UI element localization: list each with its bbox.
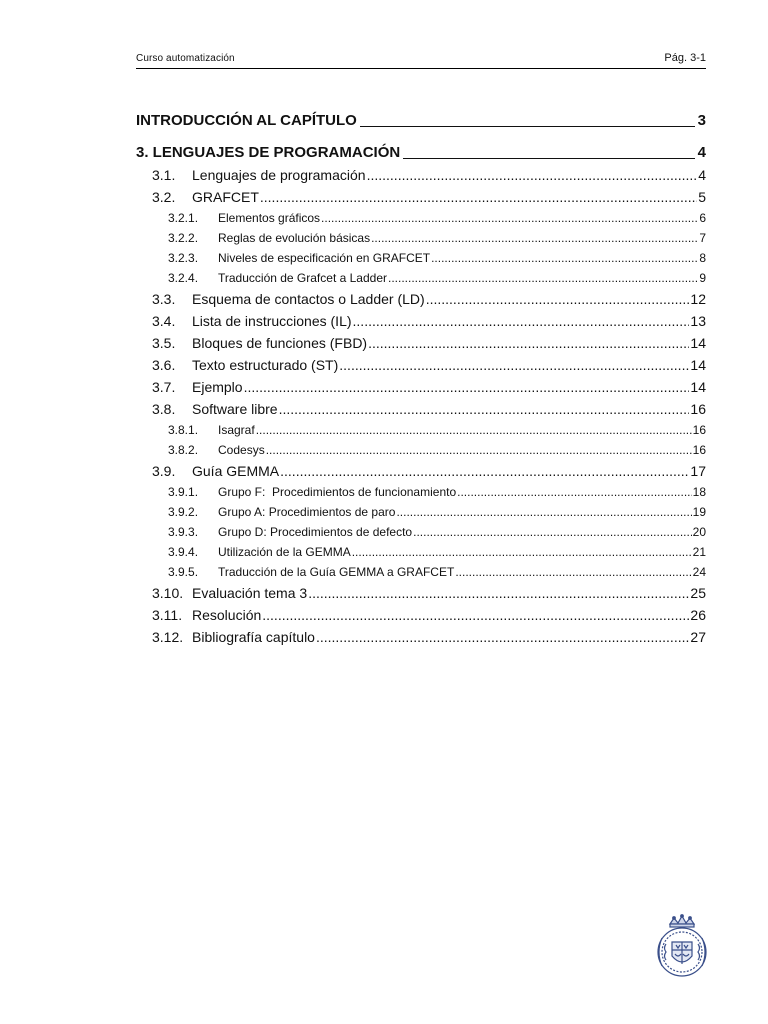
toc-entry[interactable] bbox=[136, 565, 706, 579]
toc-entry-page: 6 bbox=[699, 211, 706, 225]
header-page-number: Pág. 3-1 bbox=[664, 52, 706, 64]
toc-entry[interactable] bbox=[136, 443, 706, 457]
toc-entry-leader bbox=[403, 146, 694, 159]
toc-entry-page: 19 bbox=[692, 505, 706, 519]
toc-entry-lenguajes[interactable] bbox=[136, 144, 706, 161]
toc-entry-leader bbox=[339, 357, 689, 373]
toc-entry[interactable] bbox=[136, 271, 706, 285]
toc-entry-title: Resolución bbox=[192, 607, 262, 623]
toc-entry-number: 3.9.5. bbox=[168, 565, 199, 579]
toc-entry[interactable] bbox=[136, 291, 706, 307]
toc-entry-number: 3.6. bbox=[152, 357, 176, 373]
toc-entry-leader bbox=[413, 525, 692, 539]
toc-entry-page: 4 bbox=[697, 144, 706, 161]
toc-entry-leader bbox=[368, 335, 689, 351]
toc-entry[interactable] bbox=[136, 313, 706, 329]
toc-entry-number: 3.9.2. bbox=[168, 505, 199, 519]
toc-entry-leader bbox=[321, 211, 698, 225]
toc-entry[interactable] bbox=[136, 357, 706, 373]
toc-entry-leader bbox=[367, 167, 698, 183]
toc-entry-title: Isagraf bbox=[218, 423, 255, 437]
toc-entry-introduccion[interactable] bbox=[136, 112, 706, 129]
toc-entry-number: 3.2.1. bbox=[168, 211, 199, 225]
toc-entry-page: 17 bbox=[690, 463, 706, 479]
toc-entry-page: 5 bbox=[698, 189, 706, 205]
toc-entry[interactable] bbox=[136, 379, 706, 395]
toc-entry-title: Grupo D: Procedimientos de defecto bbox=[218, 525, 413, 539]
toc-entry-leader bbox=[388, 271, 698, 285]
toc-entry-number: 3.9.3. bbox=[168, 525, 199, 539]
toc-entry[interactable] bbox=[136, 167, 706, 183]
toc-entry-leader bbox=[308, 585, 689, 601]
toc-entry-leader bbox=[396, 505, 691, 519]
toc-entry[interactable] bbox=[136, 485, 706, 499]
toc-entry-number: 3.2.2. bbox=[168, 231, 199, 245]
toc-entry-page: 18 bbox=[692, 485, 706, 499]
toc-entry-title: Bloques de funciones (FBD) bbox=[192, 335, 368, 351]
toc-entry-leader bbox=[353, 313, 690, 329]
toc-entry-page: 14 bbox=[690, 335, 706, 351]
toc-entry-number: 3.1. bbox=[152, 167, 176, 183]
toc-entry-title: Reglas de evolución básicas bbox=[218, 231, 371, 245]
toc-entry-page: 14 bbox=[690, 379, 706, 395]
toc-entry-number: 3.5. bbox=[152, 335, 176, 351]
toc-entry-title: Grupo F: Procedimientos de funcionamiento bbox=[218, 485, 457, 499]
toc-entry-page: 12 bbox=[690, 291, 706, 307]
toc-entry[interactable] bbox=[136, 463, 706, 479]
toc-entry-leader bbox=[371, 231, 698, 245]
toc-entry-number: 3.11. bbox=[152, 607, 183, 623]
toc-entry-page: 9 bbox=[699, 271, 706, 285]
toc-entry-page: 7 bbox=[699, 231, 706, 245]
toc-entry[interactable] bbox=[136, 505, 706, 519]
toc-entry[interactable] bbox=[136, 585, 706, 601]
toc-entry-title: Utilización de la GEMMA bbox=[218, 545, 351, 559]
toc-entry-page: 14 bbox=[690, 357, 706, 373]
toc-entry-title: Grupo A: Procedimientos de paro bbox=[218, 505, 396, 519]
toc-entry-page: 26 bbox=[690, 607, 706, 623]
toc-entry-title: Lenguajes de programación bbox=[192, 167, 366, 183]
toc-entry-page: 16 bbox=[690, 401, 706, 417]
toc-entry-number: 3.4. bbox=[152, 313, 176, 329]
toc-entry-leader bbox=[360, 114, 695, 127]
toc-entry-number: 3.2.4. bbox=[168, 271, 199, 285]
toc-entry-title: Traducción de Grafcet a Ladder bbox=[218, 271, 387, 285]
toc-entry[interactable] bbox=[136, 189, 706, 205]
toc-entry-title: INTRODUCCIÓN AL CAPÍTULO bbox=[136, 112, 357, 129]
toc-entry-page: 25 bbox=[690, 585, 706, 601]
toc-entry-number: 3.2.3. bbox=[168, 251, 199, 265]
toc-entry-leader bbox=[352, 545, 692, 559]
toc-entry-title: GRAFCET bbox=[192, 189, 259, 205]
toc-entry-page: 21 bbox=[692, 545, 706, 559]
toc-entry-leader bbox=[279, 401, 690, 417]
toc-entry-leader bbox=[280, 463, 689, 479]
toc-entry-title: Esquema de contactos o Ladder (LD) bbox=[192, 291, 425, 307]
toc-entry[interactable] bbox=[136, 251, 706, 265]
toc-entry-title: Lista de instrucciones (IL) bbox=[192, 313, 352, 329]
toc-entry-title: Niveles de especificación en GRAFCET bbox=[218, 251, 431, 265]
toc-entry[interactable] bbox=[136, 335, 706, 351]
toc-entry-title: Ejemplo bbox=[192, 379, 243, 395]
toc-entry-page: 3 bbox=[697, 112, 706, 129]
toc-entry-leader bbox=[244, 379, 690, 395]
toc-entry-leader bbox=[455, 565, 691, 579]
toc-entry-leader bbox=[457, 485, 692, 499]
toc-entry-title: Guía GEMMA bbox=[192, 463, 280, 479]
toc-entry-page: 27 bbox=[690, 629, 706, 645]
toc-entry-page: 13 bbox=[690, 313, 706, 329]
toc-entry-number: 3.9.4. bbox=[168, 545, 199, 559]
toc-entry-number: 3.12. bbox=[152, 629, 184, 645]
toc-entry-number: 3.9. bbox=[152, 463, 176, 479]
toc-entry-number: 3.7. bbox=[152, 379, 176, 395]
toc-entry[interactable] bbox=[136, 211, 706, 225]
toc-entry-title: Elementos gráficos bbox=[218, 211, 321, 225]
toc-entry[interactable] bbox=[136, 423, 706, 437]
toc-entry-page: 16 bbox=[692, 423, 706, 437]
toc-entry-number: 3.8. bbox=[152, 401, 176, 417]
toc-entry-page: 8 bbox=[699, 251, 706, 265]
toc-entry-number: 3.2. bbox=[152, 189, 176, 205]
toc-entry-leader bbox=[431, 251, 698, 265]
toc-entry[interactable] bbox=[136, 231, 706, 245]
toc-entry-page: 16 bbox=[692, 443, 706, 457]
toc-entry-number: 3.8.2. bbox=[168, 443, 199, 457]
toc-entry-number: 3.9.1. bbox=[168, 485, 199, 499]
toc-entry-title: Evaluación tema 3 bbox=[192, 585, 308, 601]
toc-entry-leader bbox=[256, 423, 692, 437]
toc-entry-leader bbox=[260, 189, 697, 205]
toc-entry-title: 3. LENGUAJES DE PROGRAMACIÓN bbox=[136, 144, 401, 161]
toc-entry-page: 24 bbox=[692, 565, 706, 579]
toc-entry[interactable] bbox=[136, 401, 706, 417]
toc-entry-leader bbox=[316, 629, 689, 645]
toc-entry-number: 3.8.1. bbox=[168, 423, 199, 437]
university-crest-icon bbox=[652, 914, 712, 978]
toc-entry-title: Bibliografía capítulo bbox=[192, 629, 315, 645]
toc-entry-number: 3.3. bbox=[152, 291, 176, 307]
toc-entry-title: Software libre bbox=[192, 401, 278, 417]
toc-entry[interactable] bbox=[136, 629, 706, 645]
toc-entry-page: 4 bbox=[698, 167, 706, 183]
toc-entry-title: Traducción de la Guía GEMMA a GRAFCET bbox=[218, 565, 455, 579]
toc-entry-title: Codesys bbox=[218, 443, 265, 457]
toc-entry-page: 20 bbox=[692, 525, 706, 539]
toc-entry-leader bbox=[266, 443, 692, 457]
toc-entry[interactable] bbox=[136, 607, 706, 623]
toc-entry-leader bbox=[262, 607, 689, 623]
toc-entry-title: Texto estructurado (ST) bbox=[192, 357, 339, 373]
toc-entry[interactable] bbox=[136, 525, 706, 539]
toc-entry[interactable] bbox=[136, 545, 706, 559]
header-course-title: Curso automatización bbox=[136, 53, 235, 64]
page-header bbox=[136, 52, 706, 69]
toc-entry-leader bbox=[426, 291, 690, 307]
toc-entry-number: 3.10. bbox=[152, 585, 184, 601]
